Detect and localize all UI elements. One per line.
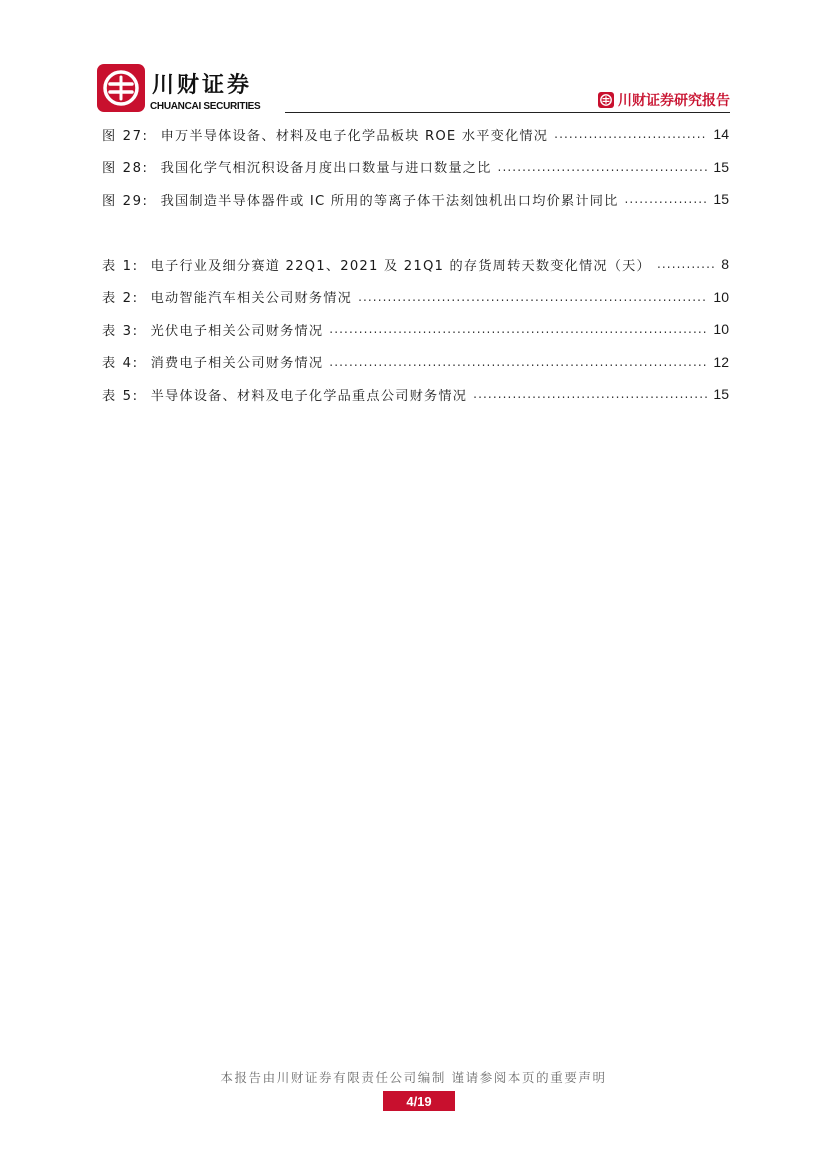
- header-divider: [285, 112, 730, 113]
- dot-leader: [473, 387, 707, 401]
- dot-leader: [358, 290, 707, 304]
- entry-label: 表 4:: [102, 356, 139, 372]
- entry-title: 电动智能汽车相关公司财务情况: [150, 291, 353, 307]
- toc-entry-table-4[interactable]: [102, 346, 729, 379]
- table-list: [102, 248, 729, 411]
- dot-leader: [657, 257, 715, 271]
- entry-label: 表 1:: [102, 258, 139, 274]
- dot-leader: [625, 192, 708, 206]
- page-header: [0, 0, 827, 120]
- brand-name-english: CHUANCAI SECURITIES: [150, 101, 261, 112]
- toc-entry-table-3[interactable]: [102, 313, 729, 346]
- figure-list: [102, 118, 729, 216]
- toc-entry-figure-28[interactable]: [102, 151, 729, 184]
- entry-label: 表 2:: [102, 291, 139, 307]
- entry-label: 表 5:: [102, 388, 139, 404]
- entry-title: 申万半导体设备、材料及电子化学品板块 ROE 水平变化情况: [160, 128, 549, 144]
- dot-leader: [498, 160, 708, 174]
- entry-page: 14: [713, 126, 729, 143]
- dot-leader: [554, 127, 707, 141]
- entry-label: 图 29:: [102, 193, 149, 209]
- entry-label: 图 27:: [102, 128, 149, 144]
- report-tag: [598, 90, 730, 110]
- toc-entry-table-1[interactable]: [102, 248, 729, 281]
- toc-entry-table-2[interactable]: [102, 281, 729, 314]
- footer-disclaimer: 本报告由川财证券有限责任公司编制 谨请参阅本页的重要声明: [220, 1070, 607, 1085]
- dot-leader: [329, 322, 707, 336]
- chuancai-logo-icon: [97, 64, 145, 112]
- toc-entry-figure-29[interactable]: [102, 183, 729, 216]
- entry-title: 我国制造半导体器件或 IC 所用的等离子体干法刻蚀机出口均价累计同比: [160, 193, 619, 209]
- entry-title: 我国化学气相沉积设备月度出口数量与进口数量之比: [160, 161, 492, 177]
- brand-name-chinese: 川财证券: [152, 73, 253, 98]
- entry-page: 12: [713, 353, 729, 370]
- entry-title: 光伏电子相关公司财务情况: [150, 323, 324, 339]
- entry-label: 图 28:: [102, 161, 149, 177]
- entry-page: 10: [713, 288, 729, 305]
- entry-title: 电子行业及细分赛道 22Q1、2021 及 21Q1 的存货周转天数变化情况（天）: [150, 258, 651, 274]
- page-number-badge: 4/19: [383, 1091, 455, 1111]
- entry-page: 15: [713, 191, 729, 208]
- toc-entry-figure-27[interactable]: [102, 118, 729, 151]
- report-tag-text: 川财证券研究报告: [618, 93, 730, 109]
- entry-page: 8: [721, 256, 729, 273]
- toc-entry-table-5[interactable]: [102, 378, 729, 411]
- entry-page: 15: [713, 158, 729, 175]
- entry-title: 消费电子相关公司财务情况: [150, 356, 324, 372]
- dot-leader: [329, 355, 707, 369]
- entry-page: 15: [713, 386, 729, 403]
- entry-title: 半导体设备、材料及电子化学品重点公司财务情况: [150, 388, 468, 404]
- entry-label: 表 3:: [102, 323, 139, 339]
- chuancai-small-logo-icon: [598, 92, 614, 108]
- entry-page: 10: [713, 321, 729, 338]
